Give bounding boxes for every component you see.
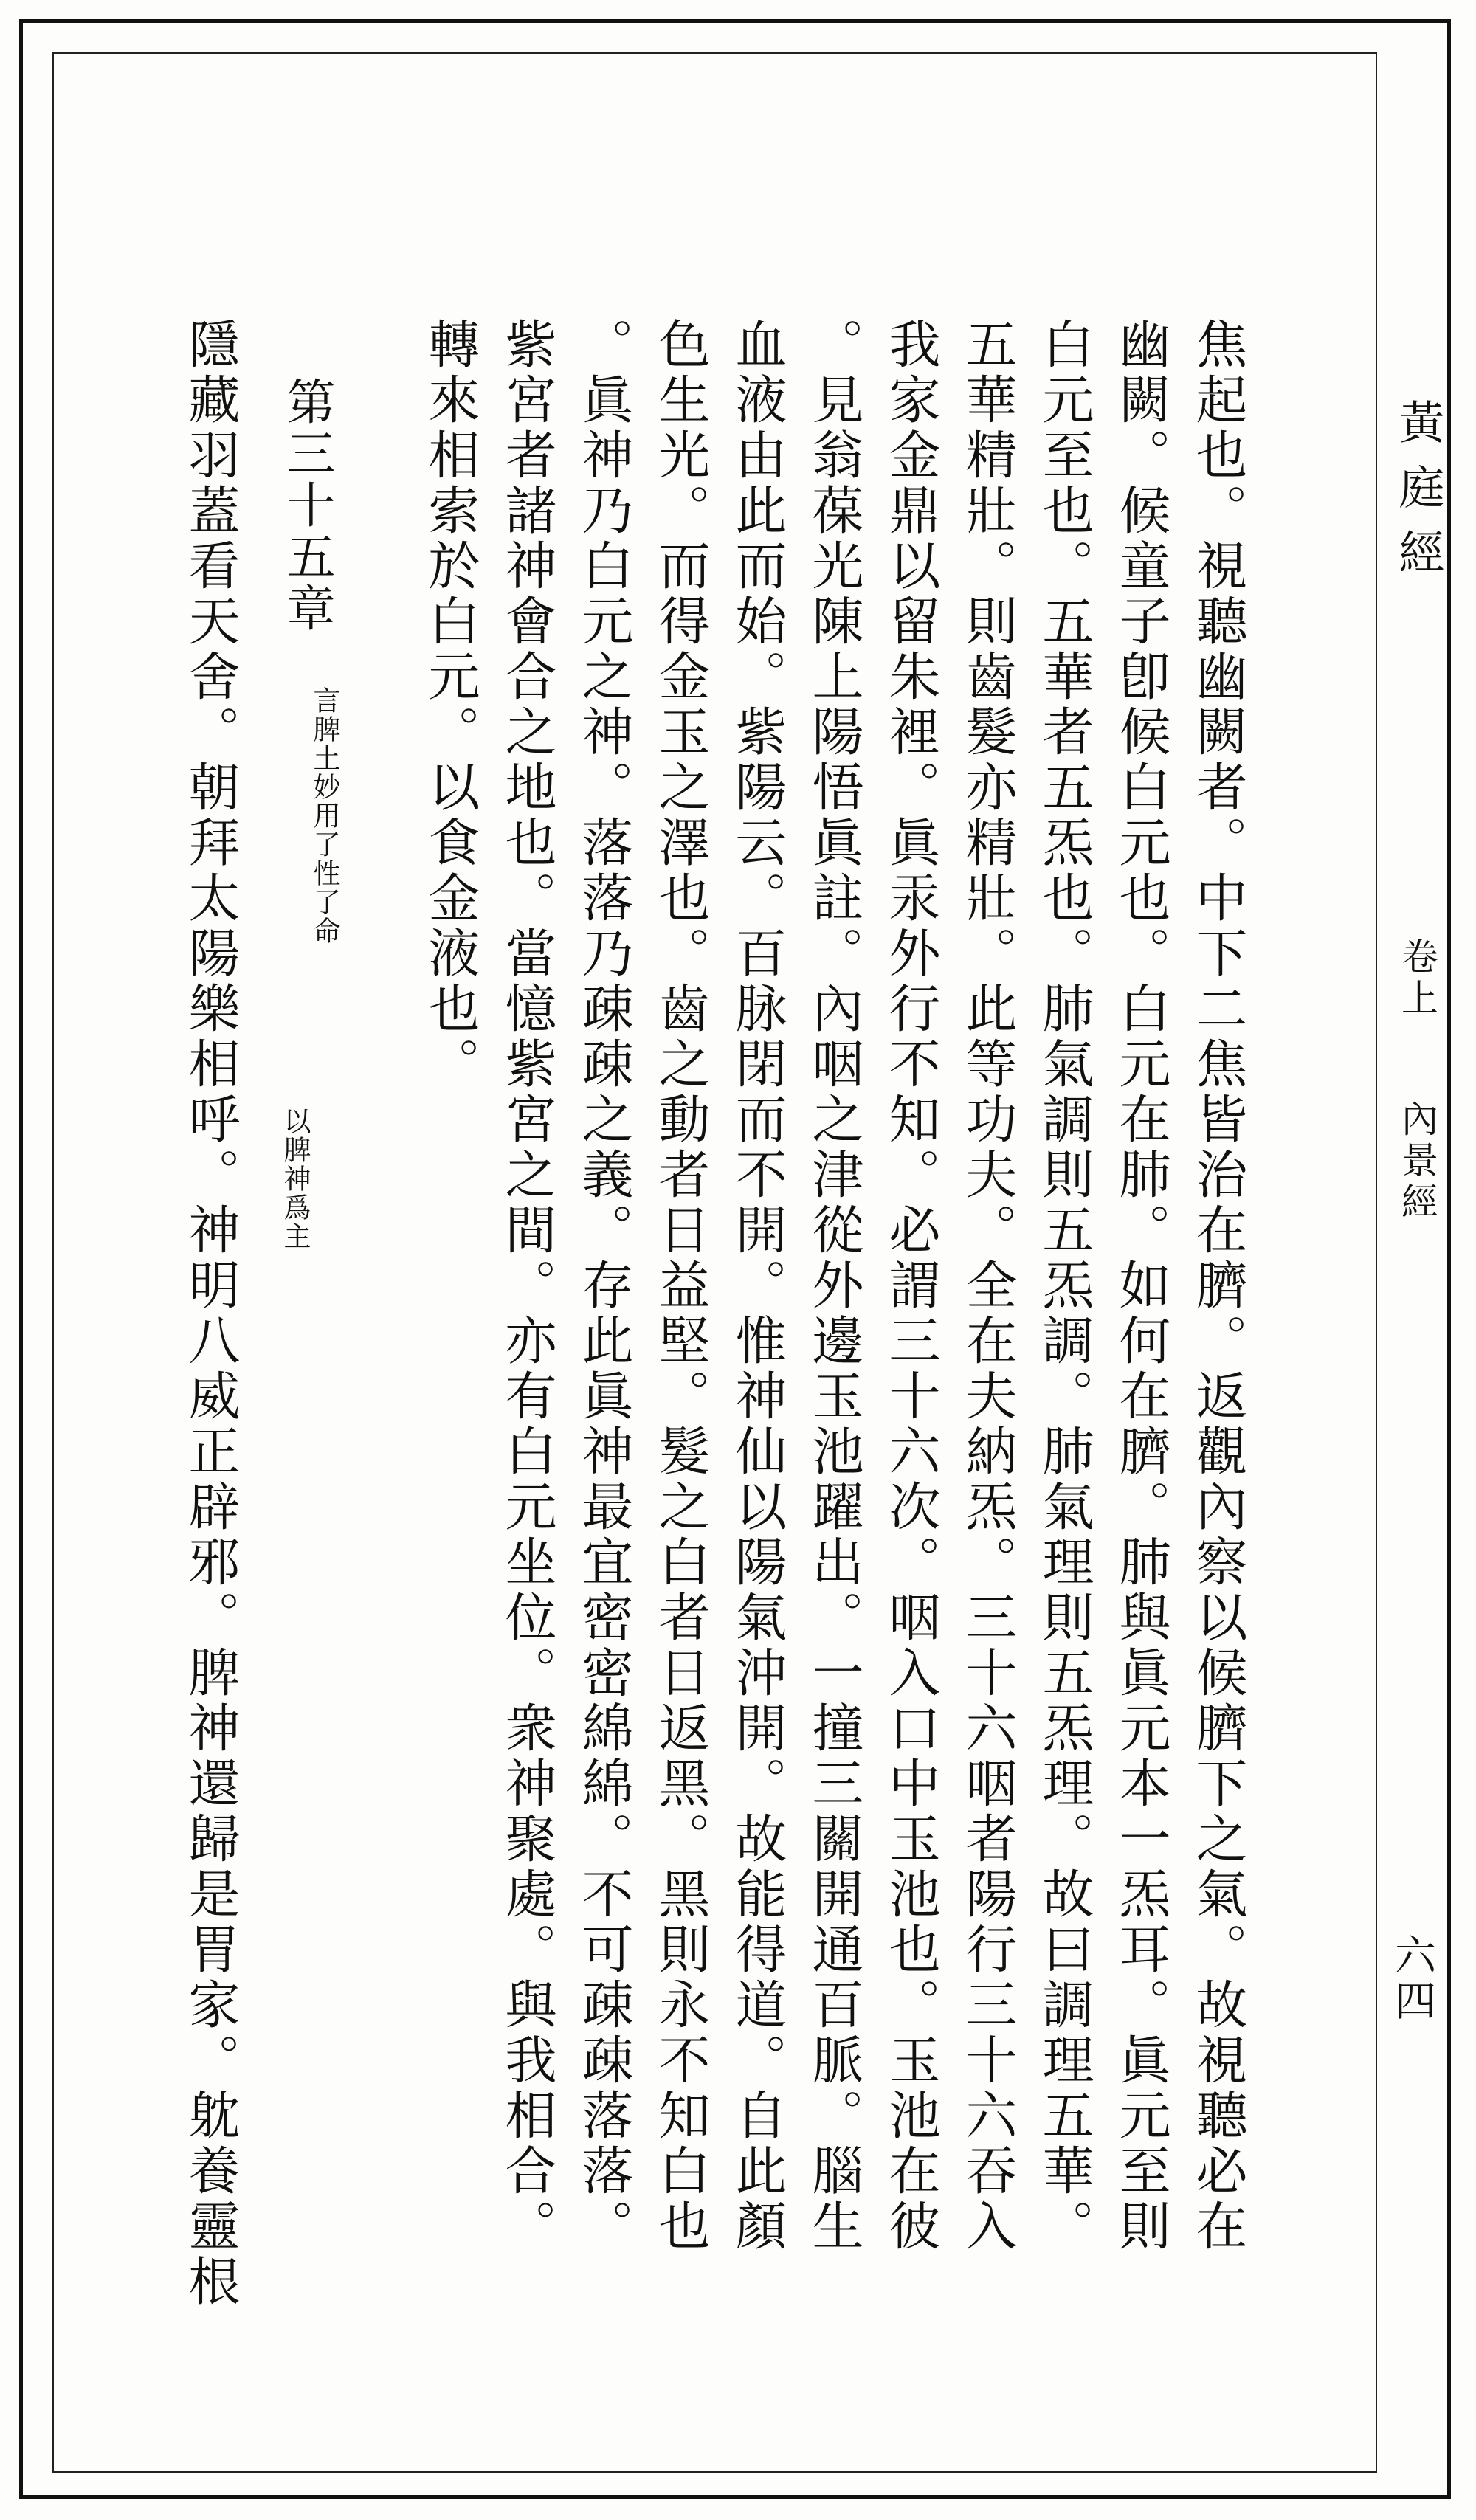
text-column-11: 轉來相索於白元。以食金液也。	[420, 317, 480, 1092]
page-number: 六四	[1388, 1933, 1436, 2025]
volume-label: 卷上	[1396, 937, 1438, 1020]
chapter-title: 第三十五章	[278, 376, 335, 635]
section-label: 內景經	[1396, 1100, 1438, 1223]
book-title: 黃庭經	[1391, 398, 1445, 593]
text-column-9: 。眞神乃白元之神。落落乃疎疎之義。存此眞神最宜密密綿綿。不可疎疎落落。	[573, 317, 634, 2254]
text-column-2: 幽闕。候童子卽候白元也。白元在肺。如何在臍。肺與眞元本一炁耳。眞元至則	[1111, 317, 1171, 2254]
text-column-6: 。見翁葆光陳上陽悟眞註。內咽之津從外邊玉池躍出。一撞三關開通百脈。腦生	[804, 317, 864, 2254]
chapter-note-2: 以脾神爲主	[279, 1107, 311, 1251]
text-frame	[52, 52, 1377, 2473]
verse-column: 隱藏羽蓋看天舍。朝拜太陽樂相呼。神明八威正辟邪。脾神還歸是胃家。躭養靈根	[180, 317, 241, 2310]
text-column-1: 焦起也。視聽幽闕者。中下二焦皆治在臍。返觀內察以候臍下之氣。故視聽必在	[1187, 317, 1248, 2254]
text-column-7: 血液由此而始。紫陽云。百脉閉而不開。惟神仙以陽氣沖開。故能得道。自此顏	[727, 317, 787, 2254]
text-column-8: 色生光。而得金玉之澤也。齒之動者日益堅。髮之白者日返黑。黑則永不知白也	[650, 317, 711, 2254]
text-column-10: 紫宮者諸神會合之地也。當憶紫宮之間。亦有白元坐位。衆神聚處。與我相合。	[497, 317, 557, 2254]
chapter-note-1: 言脾土妙用了性了命	[308, 686, 340, 945]
text-column-3: 白元至也。五華者五炁也。肺氣調則五炁調。肺氣理則五炁理。故曰調理五華。	[1034, 317, 1094, 2254]
text-column-4: 五華精壯。則齒髮亦精壯。此等功夫。全在夫納炁。三十六咽者陽行三十六吞入	[957, 317, 1018, 2254]
text-column-5: 我家金鼎以留朱裡。眞汞外行不知。必謂三十六次。咽入口中玉池也。玉池在彼	[880, 317, 941, 2254]
